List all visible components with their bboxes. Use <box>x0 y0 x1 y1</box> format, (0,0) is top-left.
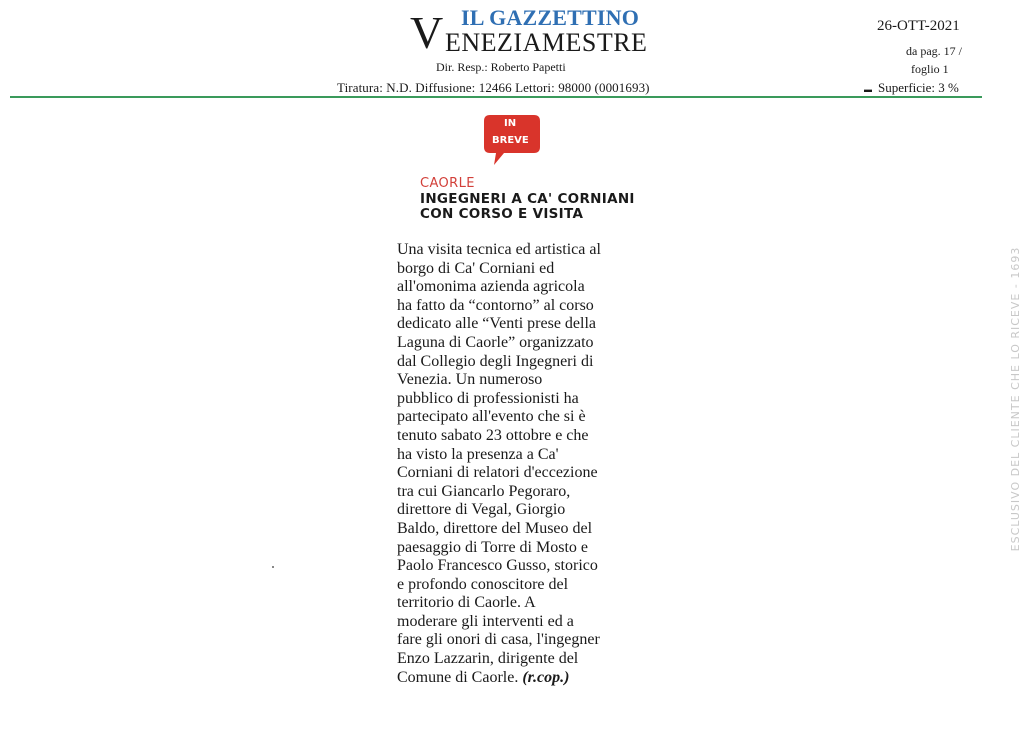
badge-line-1: IN <box>504 118 517 129</box>
article-body-line: Enzo Lazzarin, dirigente del <box>397 650 579 668</box>
article-body-line: Corniani di relatori d'eccezione <box>397 464 598 482</box>
article-body-line: dal Collegio degli Ingegneri di <box>397 352 594 370</box>
article-body-line: fare gli onori di casa, l'ingegner <box>397 631 600 649</box>
headline-line: CON CORSO E VISITA <box>420 206 584 222</box>
circulation-line: Tiratura: N.D. Diffusione: 12466 Lettori: 98000 (0001693) <box>337 80 650 95</box>
article-byline: (r.cop.) <box>522 668 570 686</box>
article-body-line: tra cui Giancarlo Pegoraro, <box>397 482 571 500</box>
article-body <box>397 241 637 687</box>
article-body-line: dedicato alle “Venti prese della <box>397 315 597 333</box>
headline-line: INGEGNERI A CA' CORNIANI <box>420 191 635 207</box>
surface-percentage <box>864 80 959 96</box>
article-body-line: Laguna di Caorle” organizzato <box>397 333 594 351</box>
article-body-line: ha fatto da “contorno” al corso <box>397 296 594 314</box>
article-body-line: Paolo Francesco Gusso, storico <box>397 557 598 575</box>
article-body-line: Baldo, direttore del Museo del <box>397 519 593 537</box>
header-divider <box>10 96 982 98</box>
article-body-line: e profondo conoscitore del <box>397 575 569 593</box>
article-body-line: ha visto la presenza a Ca' <box>397 445 559 463</box>
article-body-line: all'omonima azienda agricola <box>397 278 585 296</box>
surface-label: Superficie: 3 % <box>878 80 959 95</box>
copyright-watermark: ESCLUSIVO DEL CLIENTE CHE LO RICEVE - 1693 <box>1009 246 1022 552</box>
masthead-edition-initial: V <box>410 7 444 58</box>
article-body-line: paesaggio di Torre di Mosto e <box>397 538 588 556</box>
article-body-line: Una visita tecnica ed artistica al <box>397 241 601 258</box>
sheet-reference: foglio 1 <box>911 62 949 76</box>
article-body-line-text: Comune di Caorle. <box>397 668 519 686</box>
article-kicker: CAORLE <box>420 176 475 191</box>
scan-speck <box>272 566 274 568</box>
article-body-line <box>397 669 637 688</box>
article-body-line: territorio di Caorle. A <box>397 594 536 612</box>
article-body-line: pubblico di professionisti ha <box>397 389 579 407</box>
in-breve-badge <box>482 111 542 167</box>
article-headline <box>420 192 635 222</box>
article-body-line: direttore di Vegal, Giorgio <box>397 501 566 519</box>
page-reference: da pag. 17 / <box>906 44 962 58</box>
article-body-line: Venezia. Un numeroso <box>397 371 543 389</box>
article-body-line: borgo di Ca' Corniani ed <box>397 259 555 277</box>
surface-tick: ▬ <box>864 85 872 94</box>
publication-date: 26-OTT-2021 <box>877 18 960 34</box>
masthead-brand: IL GAZZETTINO <box>461 5 640 30</box>
article-body-line: partecipato all'evento che si è <box>397 408 586 426</box>
article-body-line: tenuto sabato 23 ottobre e che <box>397 426 589 444</box>
article-body-line: moderare gli interventi ed a <box>397 612 574 630</box>
director-line: Dir. Resp.: Roberto Papetti <box>436 60 566 74</box>
masthead-edition: ENEZIAMESTRE <box>445 28 648 57</box>
badge-line-2: BREVE <box>492 135 529 146</box>
